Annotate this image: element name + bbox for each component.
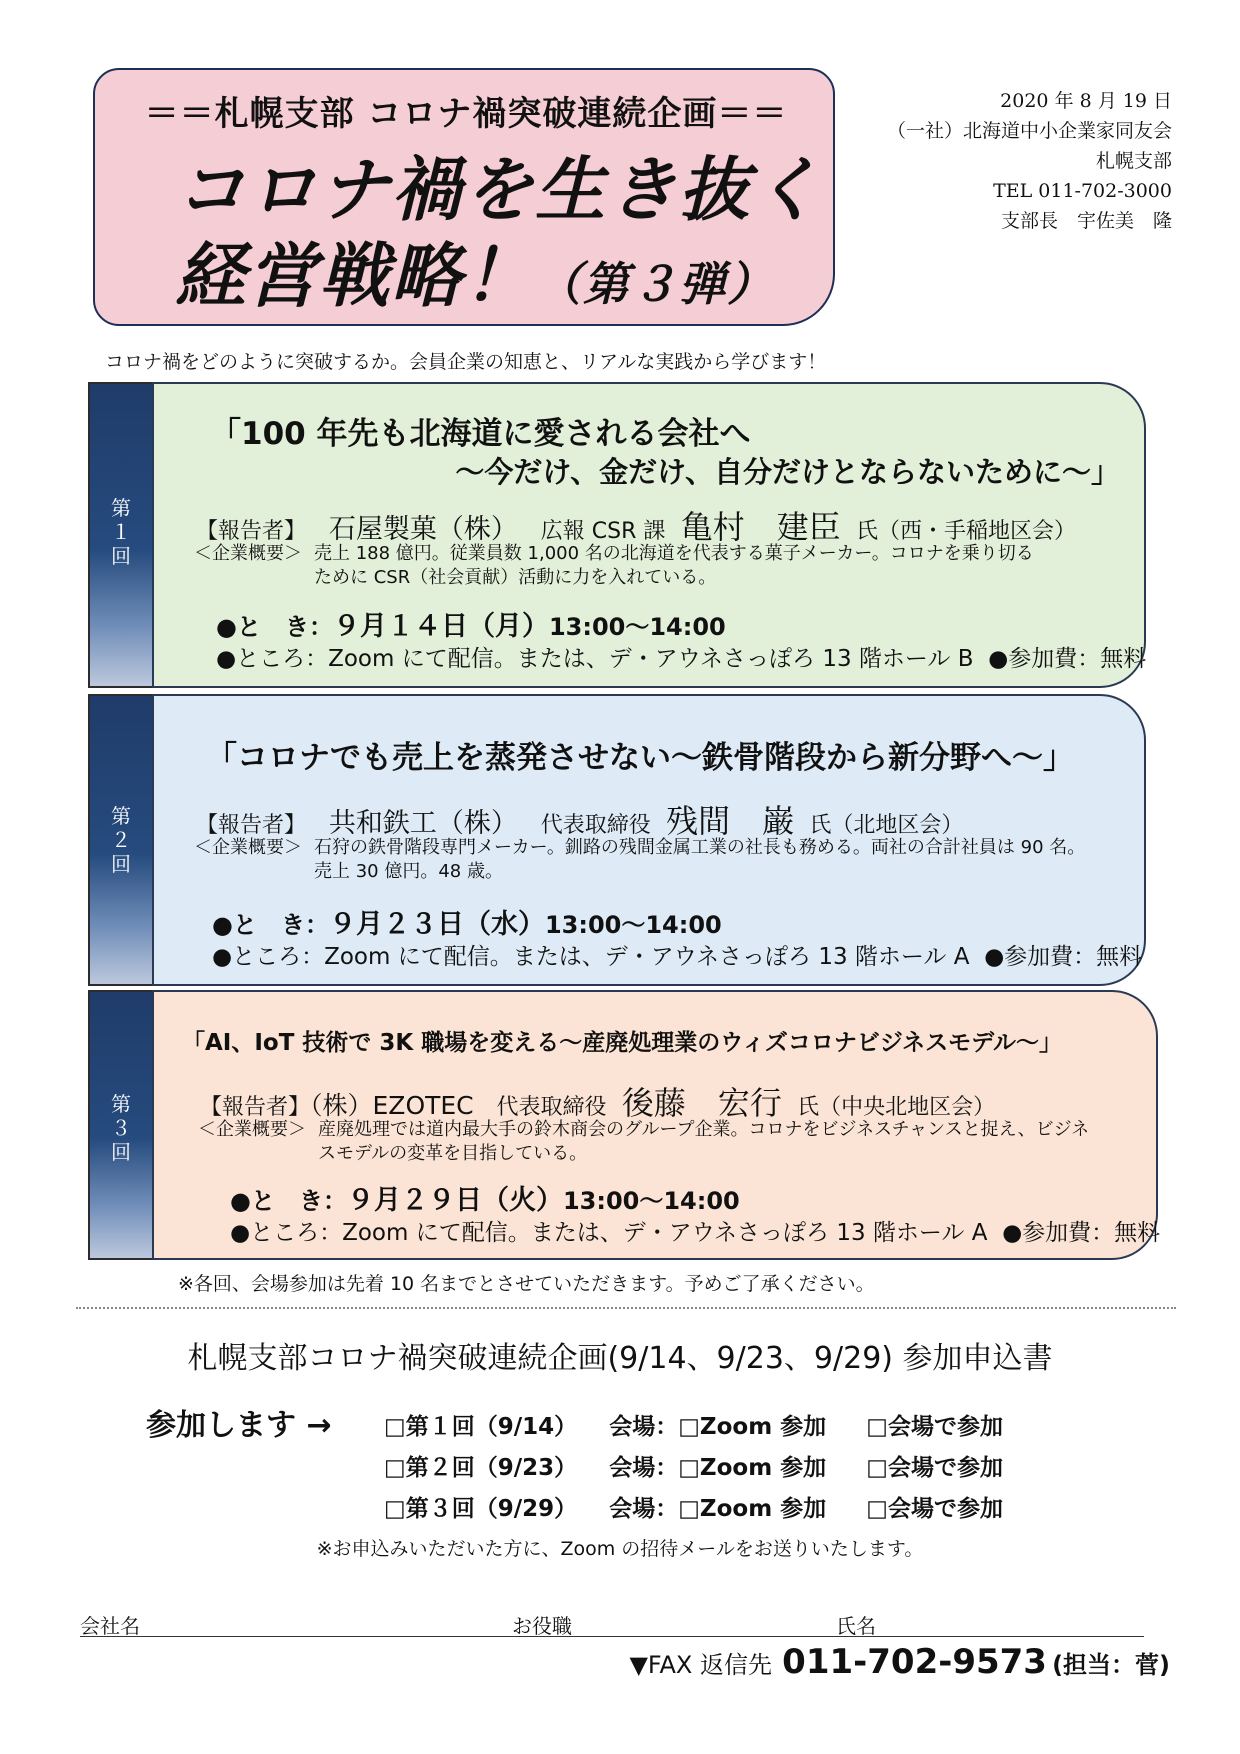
checkbox-onsite-3[interactable]: □会場で参加 bbox=[866, 1496, 1003, 1522]
session-overview: ＜企業概要＞ 石狩の鉄骨階段専門メーカー。釧路の残間金属工業の社長も務める。両社の合計社員は 90 名。売上 30 億円。48 歳。 bbox=[194, 837, 1086, 882]
organization: （一社）北海道中小企業家同友会 bbox=[886, 120, 1172, 142]
form-row-3: □第３回（9/29） 会場：□Zoom 参加 □会場で参加 bbox=[384, 1496, 1003, 1522]
checkbox-onsite-1[interactable]: □会場で参加 bbox=[866, 1414, 1003, 1440]
session-overview: ＜企業概要＞ 売上 188 億円。従業員数 1,000 名の北海道を代表する菓子メーカー。コロナを乗り切るために CSR（社会貢献）活動に力を入れている。 bbox=[194, 543, 1034, 588]
checkbox-zoom-3[interactable]: □Zoom 参加 bbox=[678, 1496, 827, 1522]
form-row-1: □第１回（9/14） 会場：□Zoom 参加 □会場で参加 bbox=[384, 1414, 1003, 1440]
checkbox-session-1[interactable]: □第１回（9/14） bbox=[384, 1414, 578, 1440]
session-number-bar bbox=[88, 694, 154, 986]
session-topic-line1: 「100 年先も北海道に愛される会社へ bbox=[210, 416, 751, 452]
company-field-label: 会社名 bbox=[80, 1614, 140, 1638]
signature-line[interactable] bbox=[80, 1636, 1144, 1637]
session-1 bbox=[88, 382, 1146, 688]
session-number: 第 ２ 回 bbox=[111, 804, 131, 876]
session-3 bbox=[88, 990, 1161, 1260]
phone-number: TEL 011-702-3000 bbox=[993, 180, 1172, 202]
cut-line bbox=[76, 1307, 1176, 1309]
checkbox-zoom-1[interactable]: □Zoom 参加 bbox=[678, 1414, 827, 1440]
session-number: 第 １ 回 bbox=[111, 496, 131, 568]
session-overview: ＜企業概要＞ 産廃処理では道内最大手の鈴木商会のグループ企業。コロナをビジネスチャンスと捉え、ビジネスモデルの変革を目指している。 bbox=[198, 1119, 1090, 1164]
session-panel bbox=[152, 382, 1146, 688]
capacity-note: ※各回、会場参加は先着 10 名までとさせていただきます。予めご了承ください。 bbox=[178, 1273, 875, 1295]
zoom-note: ※お申込みいただいた方に、Zoom の招待メールをお送りいたします。 bbox=[316, 1538, 924, 1560]
form-title: 札幌支部コロナ禍突破連続企画(9/14、9/23、9/29) 参加申込書 bbox=[187, 1341, 1053, 1376]
session-where: ●ところ：Zoom にて配信。または、デ・アウネさっぽろ 13 階ホール A ●参加費：無料 bbox=[230, 1220, 1161, 1246]
session-2 bbox=[88, 694, 1146, 986]
intro-text: コロナ禍をどのように突破するか。会員企業の知恵と、リアルな実践から学びます！ bbox=[105, 351, 827, 373]
checkbox-onsite-2[interactable]: □会場で参加 bbox=[866, 1455, 1003, 1481]
checkbox-zoom-2[interactable]: □Zoom 参加 bbox=[678, 1455, 827, 1481]
session-panel bbox=[152, 694, 1146, 986]
issue-date: 2020 年 8 月 19 日 bbox=[1000, 90, 1172, 112]
session-number-bar bbox=[88, 990, 154, 1260]
join-label: 参加します → bbox=[146, 1408, 332, 1443]
checkbox-session-3[interactable]: □第３回（9/29） bbox=[384, 1496, 578, 1522]
name-field-label: 氏名 bbox=[836, 1614, 876, 1638]
main-title-sub: （第３弾） bbox=[535, 257, 775, 311]
form-row-2: □第２回（9/23） 会場：□Zoom 参加 □会場で参加 bbox=[384, 1455, 1003, 1481]
main-title-line1: コロナ禍を生き抜く bbox=[175, 149, 823, 231]
session-when: ●と き：９月２３日（水）13:00～14:00 bbox=[212, 909, 722, 940]
position-field-label: お役職 bbox=[512, 1614, 572, 1638]
session-number-bar bbox=[88, 382, 154, 688]
fax-label: ▼FAX 返信先 bbox=[629, 1651, 772, 1679]
series-heading: ＝＝札幌支部 コロナ禍突破連続企画＝＝ bbox=[144, 94, 788, 134]
branch-name: 札幌支部 bbox=[1095, 150, 1172, 172]
session-reporter: 【報告者】 石屋製菓（株） 広報 CSR 課 亀村 建臣 氏（西・手稲地区会） bbox=[196, 508, 1076, 546]
main-title-line2 bbox=[175, 220, 775, 321]
checkbox-session-2[interactable]: □第２回（9/23） bbox=[384, 1455, 578, 1481]
fax-contact: (担当：菅) bbox=[1052, 1651, 1170, 1679]
sender-block bbox=[887, 86, 1172, 236]
fax-number: 011-702-9573 bbox=[782, 1642, 1047, 1682]
session-topic-line1: 「AI、IoT 技術で 3K 職場を変える～産廃処理業のウィズコロナビジネスモデル～」 bbox=[182, 1030, 1063, 1056]
main-title-text: 経営戦略！ bbox=[175, 235, 535, 317]
session-when: ●と き：９月１４日（月）13:00～14:00 bbox=[216, 611, 726, 642]
fax-return bbox=[629, 1642, 1170, 1682]
session-where: ●ところ：Zoom にて配信。または、デ・アウネさっぽろ 13 階ホール B ●参加費：無料 bbox=[216, 646, 1147, 672]
title-box bbox=[93, 68, 835, 326]
session-number: 第 ３ 回 bbox=[111, 1092, 131, 1164]
branch-head: 支部長 宇佐美 隆 bbox=[1000, 210, 1172, 232]
session-topic-line1: 「コロナでも売上を蒸発させない～鉄骨階段から新分野へ～」 bbox=[206, 740, 1074, 776]
session-reporter: 【報告者】 共和鉄工（株） 代表取締役 残間 巌 氏（北地区会） bbox=[196, 802, 964, 840]
session-panel bbox=[152, 990, 1161, 1260]
session-when: ●と き：９月２９日（火）13:00～14:00 bbox=[230, 1185, 740, 1216]
session-topic-line2: ～今だけ、金だけ、自分だけとならないために～」 bbox=[455, 455, 1120, 489]
session-reporter: 【報告者】（株）EZOTEC 代表取締役 後藤 宏行 氏（中央北地区会） bbox=[200, 1084, 996, 1122]
session-where: ●ところ：Zoom にて配信。または、デ・アウネさっぽろ 13 階ホール A ●参加費：無料 bbox=[212, 944, 1143, 970]
